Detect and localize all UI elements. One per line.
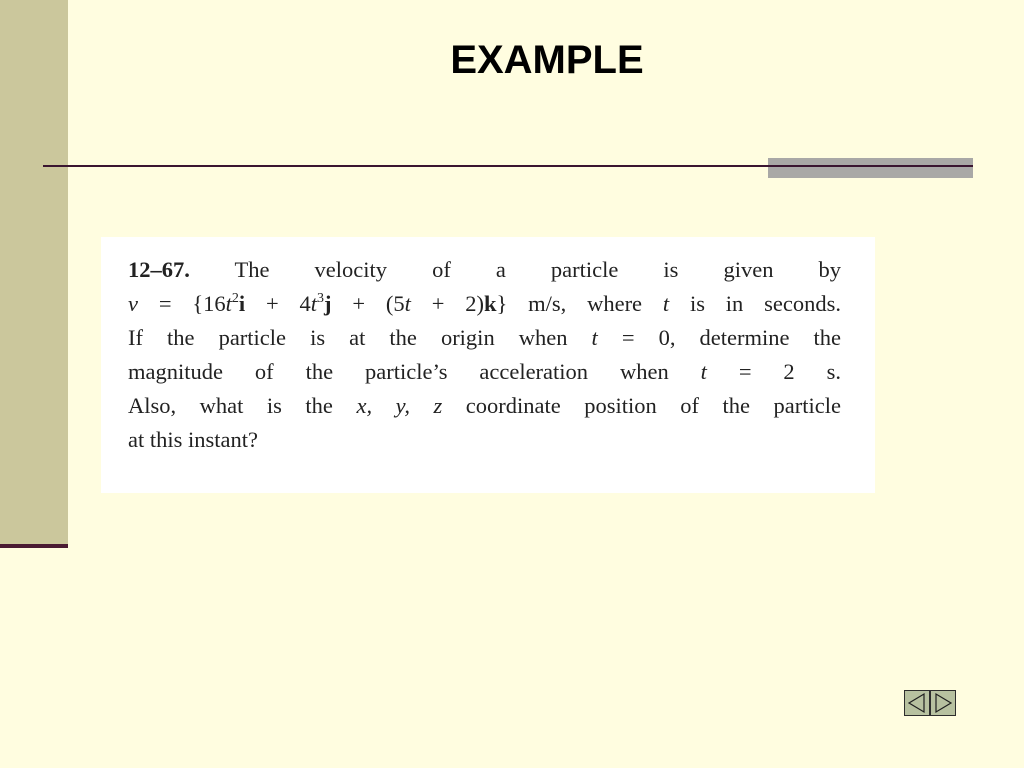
left-decorative-bar [0,0,68,545]
triangle-right-icon [931,691,955,715]
previous-slide-button[interactable] [904,690,930,716]
problem-line-4: magnitude of the particle’s acceleration when t = 2 s. [128,359,841,384]
problem-line-6: at this instant? [128,427,258,452]
triangle-left-icon [905,691,929,715]
slide-title: EXAMPLE [450,38,644,82]
problem-number: 12–67. [128,257,190,282]
problem-text [128,253,841,457]
title-divider-accent [768,158,973,178]
problem-line-1: 12–67. The velocity of a particle is given by [128,257,841,282]
next-slide-button[interactable] [930,690,956,716]
problem-line-3: If the particle is at the origin when t = 0, determine the [128,325,841,350]
slide-navigation [904,690,956,716]
problem-line-2: $v = \{16t^2i + 4t^3j + (5t + 2)k\}$ m/s, where t is in seconds. [128,290,841,316]
left-bar-base-line [0,544,68,548]
problem-line-5: Also, what is the x, y, z coordinate position of the particle [128,393,841,418]
problem-statement-image [101,237,875,493]
